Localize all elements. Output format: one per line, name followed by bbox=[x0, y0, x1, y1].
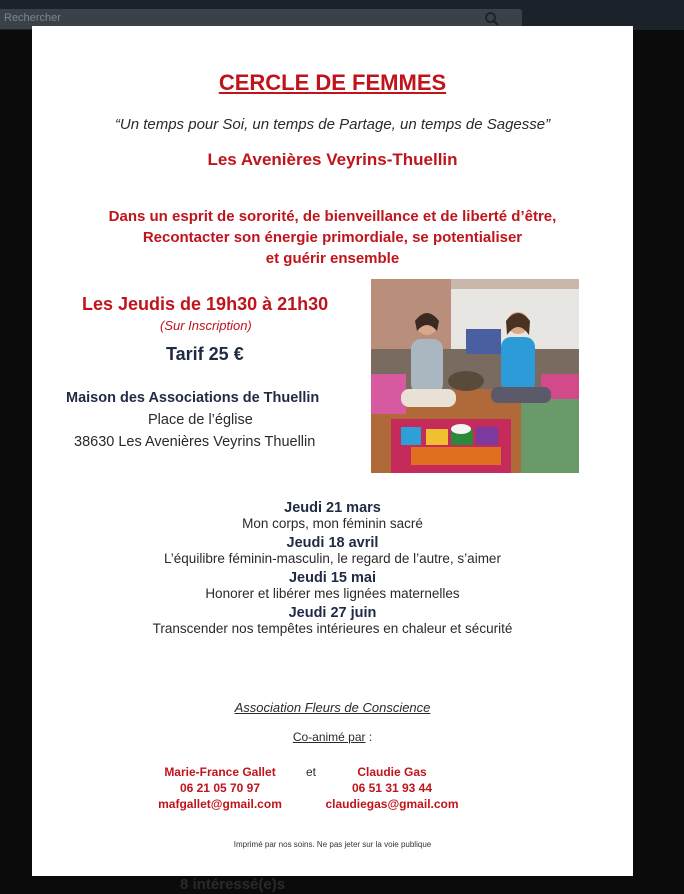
event-date: Jeudi 18 avril bbox=[286, 535, 379, 551]
event-date: Jeudi 27 juin bbox=[288, 605, 377, 621]
organizer-email: mafgallet@gmail.com bbox=[158, 797, 282, 811]
poster-title: CERCLE DE FEMMES bbox=[218, 70, 447, 95]
organizer-phone: 06 21 05 70 97 bbox=[179, 781, 261, 795]
intro-line: Dans un esprit de sororité, de bienveillance et de liberté d’être, bbox=[108, 208, 557, 225]
event-date: Jeudi 15 mai bbox=[288, 570, 377, 586]
coanim-label bbox=[32, 730, 633, 744]
poster-location: Les Avenières Veyrins-Thuellin bbox=[207, 150, 458, 169]
coanim-colon: : bbox=[365, 730, 373, 744]
poster-quote: “Un temps pour Soi, un temps de Partage, un temps de Sagesse” bbox=[114, 116, 551, 133]
venue-name: Maison des Associations de Thuellin bbox=[66, 390, 320, 406]
organizer-1 bbox=[150, 764, 290, 812]
interested-count[interactable]: 8 intéressé(e)s bbox=[180, 876, 286, 893]
venue-city: 38630 Les Avenières Veyrins Thuellin bbox=[74, 434, 316, 450]
print-notice: Imprimé par nos soins. Ne pas jeter sur la voie publique bbox=[233, 840, 432, 849]
event-date: Jeudi 21 mars bbox=[284, 500, 381, 516]
inscription-note: (Sur Inscription) bbox=[160, 318, 252, 333]
photo-image bbox=[371, 279, 579, 473]
price: Tarif 25 € bbox=[166, 344, 244, 364]
organizer-name: Claudie Gas bbox=[357, 765, 427, 779]
event-title: L’équilibre féminin-masculin, le regard de l’autre, s’aimer bbox=[164, 551, 501, 566]
organizer-2 bbox=[322, 764, 462, 812]
event-poster bbox=[32, 26, 633, 876]
venue-street: Place de l’église bbox=[148, 412, 253, 428]
event-list bbox=[32, 500, 633, 636]
poster-intro bbox=[32, 206, 633, 269]
event-title: Transcender nos tempêtes intérieures en chaleur et sécurité bbox=[152, 621, 513, 636]
intro-line: et guérir ensemble bbox=[265, 250, 400, 267]
event-title: Honorer et libérer mes lignées maternelles bbox=[205, 586, 460, 601]
organizer-phone: 06 51 31 93 44 bbox=[351, 781, 433, 795]
intro-line: Recontacter son énergie primordiale, se potentialiser bbox=[142, 229, 523, 246]
event-title: Mon corps, mon féminin sacré bbox=[242, 516, 423, 531]
organizer-name: Marie-France Gallet bbox=[164, 765, 276, 779]
and-text: et bbox=[306, 765, 317, 779]
schedule-time: Les Jeudis de 19h30 à 21h30 bbox=[82, 294, 329, 314]
organizer-email: claudiegas@gmail.com bbox=[325, 797, 459, 811]
search-placeholder: Rechercher bbox=[4, 12, 61, 24]
coanim-text: Co-animé par bbox=[292, 730, 366, 744]
association-name: Association Fleurs de Conscience bbox=[234, 700, 431, 715]
